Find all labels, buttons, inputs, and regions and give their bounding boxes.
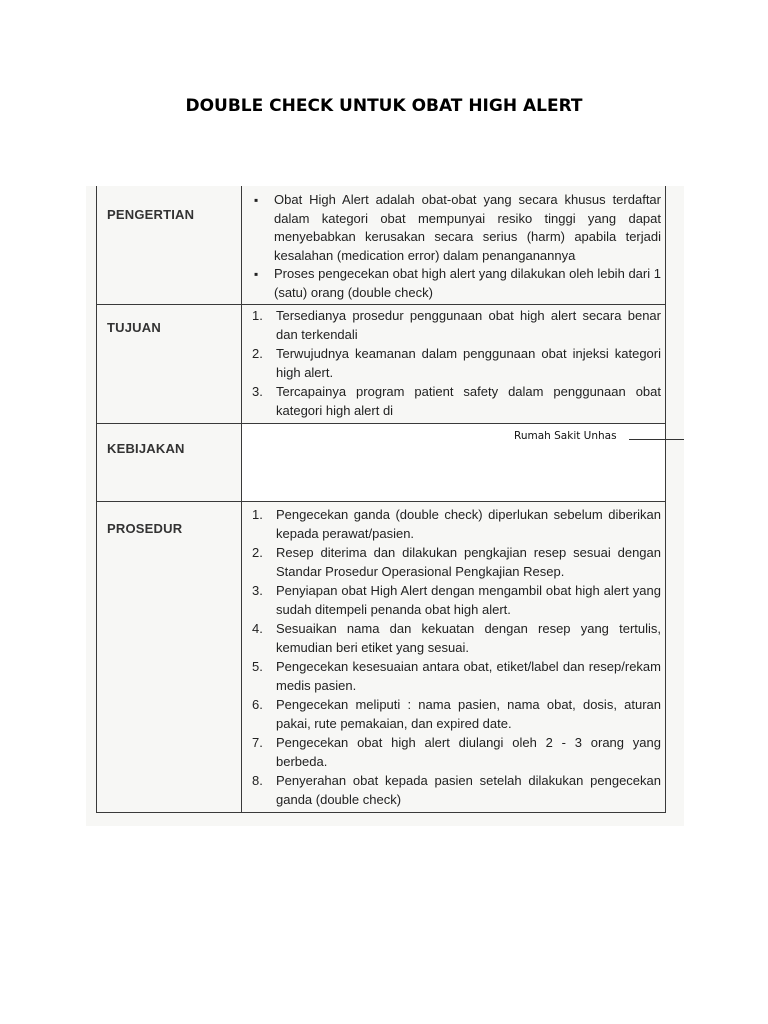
tujuan-content bbox=[242, 305, 666, 424]
kebijakan-label: KEBIJAKAN bbox=[97, 424, 242, 502]
organization-name: Rumah Sakit Unhas bbox=[514, 429, 626, 444]
sop-table bbox=[96, 186, 666, 813]
prosedur-item: 7. Pengecekan obat high alert diulangi oleh 2 - 3 orang yang berbeda. bbox=[252, 735, 661, 769]
tujuan-item: 2. Terwujudnya keamanan dalam penggunaan obat injeksi kategori high alert. bbox=[252, 346, 661, 380]
prosedur-item: 8. Penyerahan obat kepada pasien setelah dilakukan pengecekan ganda (double check) bbox=[252, 773, 661, 807]
tujuan-label: TUJUAN bbox=[97, 305, 242, 424]
prosedur-item: 3. Penyiapan obat High Alert dengan mengambil obat high alert yang sudah ditempeli penanda obat high alert. bbox=[252, 583, 661, 617]
row-prosedur bbox=[97, 502, 666, 813]
tujuan-item: 1. Tersedianya prosedur penggunaan obat high alert secara benar dan terkendali bbox=[252, 308, 661, 342]
scanned-sop-table bbox=[86, 186, 684, 826]
prosedur-item: 4. Sesuaikan nama dan kekuatan dengan resep yang tertulis, kemudian beri etiket yang sesuai. bbox=[252, 621, 661, 655]
tujuan-item: 3. Tercapainya program patient safety dalam penggunaan obat kategori high alert di bbox=[252, 384, 661, 418]
pengertian-label: PENGERTIAN bbox=[97, 186, 242, 305]
prosedur-content bbox=[242, 502, 666, 813]
prosedur-label: PROSEDUR bbox=[97, 502, 242, 813]
row-pengertian bbox=[97, 186, 666, 305]
prosedur-item: 6. Pengecekan meliputi : nama pasien, nama obat, dosis, aturan pakai, rute pemakaian, dan expired date. bbox=[252, 697, 661, 731]
prosedur-item: 1. Pengecekan ganda (double check) diperlukan sebelum diberikan kepada perawat/pasien. bbox=[252, 507, 661, 541]
pengertian-content bbox=[242, 186, 666, 305]
prosedur-item: 5. Pengecekan kesesuaian antara obat, etiket/label dan resep/rekam medis pasien. bbox=[252, 659, 661, 693]
document-title: DOUBLE CHECK UNTUK OBAT HIGH ALERT bbox=[185, 96, 583, 116]
pengertian-bullet: ▪ Proses pengecekan obat high alert yang dilakukan oleh lebih dari 1 (satu) orang (double check) bbox=[250, 265, 661, 302]
prosedur-item: 2. Resep diterima dan dilakukan pengkajian resep sesuai dengan Standar Prosedur Operasional Pengkajian Resep. bbox=[252, 545, 661, 579]
pengertian-bullet: ▪ Obat High Alert adalah obat-obat yang secara khusus terdaftar dalam kategori obat mempunyai resiko tinggi yang dapat menyebabkan kerusakan secara serius (harm) apabila terjadi kesalahan (medication error) dalam penanganannya bbox=[250, 191, 661, 265]
row-tujuan bbox=[97, 305, 666, 424]
fill-in-line bbox=[629, 439, 684, 440]
